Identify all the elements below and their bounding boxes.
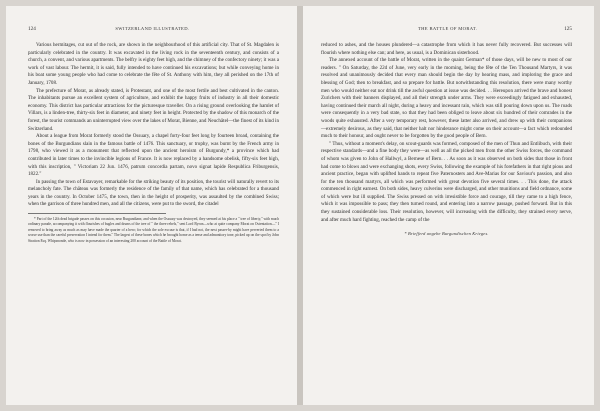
paragraph: About a league from Morat formerly stood the Ossuary, a chapel forty-four feet long by fourteen broad, containing the bones of the Burgundians slain in the famous battle of 1476. This sanctuary, or trophy, was burnt by the French army in 1798, who viewed it as a monument that reflected upon the ancient heroism of Burgundy,* a province which had contributed in later times to the invincible legions of France. It is now replaced by a handsome obelisk, fifty-six feet high, with this inscription, " Victoriam 22 Jun. 1476, patrum concordia partam, novo signat lapide Respublica Friburgensis, 1822." [28,133,279,178]
left-page-number: 124 [28,26,36,32]
left-page [6,6,297,405]
paragraph: The annexed account of the battle of Morat, written in the quaint German* of those days, will be new to most of our readers. " On Saturday, the 22d of June, very early in the morning, being the fête of the Ten Thousand Martyrs, it was resolved and unanimously decided that every man should begin the day by hearing mass, and imploring the grace and blessing of God; then to breakfast, and so prepare for battle. But notwithstanding this resolution, there were many worthy men who would neither eat nor drink till the awful question at issue was decided. . . Hereupon arrived the brave and honest Zurichers with their banners displayed, and all their strength under arms. They were exceedingly fatigued and exhausted, having continued their march all night, during a heavy and incessant rain, which was still pouring down upon us. The roads were consequently in a very bad state, so that they had been obliged to leave about six hundred of their comrades in the woods quite exhausted. After a very temporary rest, however, these latter also arrived, and drew up with their companions—extremely desirous, as they said, that neither halt nor hinderance might come on their account—a fact which redounded much to their honour, and ought never to be forgotten by the good people of Bern. [321,57,572,140]
right-running-title: THE BATTLE OF MORAT. [417,26,478,31]
right-page [303,6,594,405]
right-running-head [321,26,572,32]
paragraph: " Thus, without a moment's delay, on scout-guards was formed, composed of the men of Thun and Entlibuch, with their respective standards—and a fine body they were—as well as all the picked men from the other Swiss forces, the command of whom was given to John of Hallwyl, a Bernese of Bern. . . As soon as it was observed on both sides that those in front had come to blows and were exchanging shots, every Swiss, following the example of his forefathers in that right pious and ancient practice, began with uplifted hands to repeat five Paternosters and Ave-Marias for our Saviour's passion, and also for the ten thousand martyrs, all which was performed with great devotion five several times. . . This done, the attack commenced in right earnest. On both sides, heavy culverins were discharged, and other munitions and field ordnance, some of which were but ill supplied. The Swiss pressed on with irresistible force and courage, till they came to a high fence, which it was impossible to pass; they then turned round, and entering into a narrow passage, pushed forward. But in this they sustained considerable loss. Their resolution, however, will increasing with the difficulty, they strained every nerve, and after much hard fighting, reached the camp of the [321,140,572,223]
paragraph: reduced to ashes, and the houses plundered—a catastrophe from which it has never fully recovered. But successes will flourish where nothing else can; and here, as usual, is a Dominican sisterhood. [321,42,572,56]
left-body-text [28,42,279,209]
paragraph: In passing the town of Estavayer, remarkable for the striking beauty of its position, the tourist will naturally revert to its melancholy fate. The château was formerly the residence of the family of that name, which has celebrated for a thousand years in the country. In October 1475, the town, then in the height of prosperity, was assaulted by the combined Swiss; when the garrison of three hundred men, and all the citizens, were put to the sword, the citadel [28,178,279,208]
right-footnote-caption: * Briefferd angebe Burgundischen Krieges. [404,231,489,237]
footnote-rule [28,213,166,214]
right-body-text [321,42,572,224]
left-running-head [28,26,279,32]
footnote-text: * Part of the 12th dead brigade passes on this occasion, near Burgundians; and when the Ossuary was destroyed, they seemed at his place a " tree of liberty," with much ordinary parade, accompanying it with flourishes of bugles and drums of the tree of " the three rebels," sent Lord Byron—who at quite company Morat on Ostentation—" I removed to bring away as much as may have made the quarter of a hero; for which the sole excuse is that, if I had not, the next passer-by might have perverted them to a worse use than the careful preservation I intend for them." The largest of these bones which he brought home as a tense and admonitory tone, picked up on the spot by John Stratton Esq. Whipsnonde, who is now in possession of an interesting 200 account of the Battle of Morat. [28,217,279,243]
left-footnote [28,217,279,244]
paragraph: Various hermitages, cut out of the rock, are shown in the neighbourhood of this artificial city. That of St. Magdalen is particularly celebrated in the country. It was excavated in the living rock in the seventeenth century, and consists of a church, a convent, and various apartments. The belfry is eighty feet high, and the chimney of the confectory ninety; it was a work of vast labour. The hermit, it is said, fully intended to have continued his excavations; but while conveying home in his boat some young people who had come to celebrate the fête of St. Anthony with him, they all perished on the 17th of January, 1708. [28,42,279,86]
paragraph: The prefecture of Morat, as already stated, is Protestant, and one of the most fertile and best cultivated in the canton. The inhabitants pursue an excellent system of agriculture, and exhibit the happy fruits of industry in all their domestic economy. This district has particular attractions for the picturesque traveller. On a rising ground overlooking the hamlet of Villars, is a linden-tree, thirty-six feet in diameter, and ninety feet in height. Protected by the shadow of this monarch of the forest, the tourist commands an uninterrupted view over the lakes of Morat, Bienne, and Neuchâtel—the finest of its kind in Switzerland. [28,87,279,132]
right-page-number: 125 [564,26,572,32]
left-running-title: SWITZERLAND ILLUSTRATED. [115,26,190,31]
